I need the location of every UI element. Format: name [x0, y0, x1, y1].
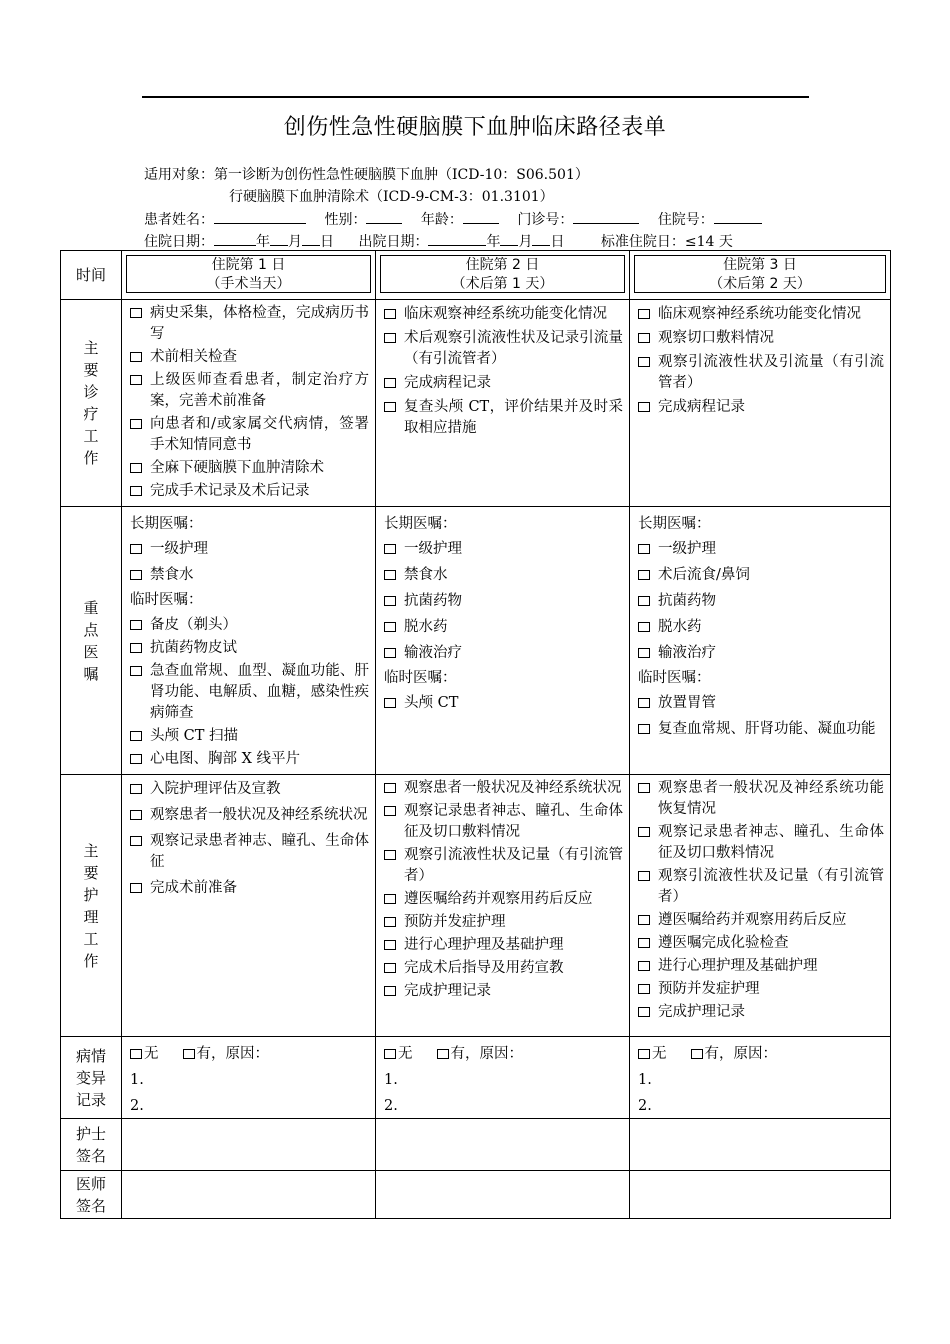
checklist-item: 复查血常规、肝肾功能、凝血功能 — [638, 719, 884, 740]
checkbox[interactable] — [384, 806, 396, 816]
checkbox[interactable] — [130, 308, 142, 318]
doctor-work-row — [61, 300, 891, 507]
sex-field[interactable] — [366, 209, 402, 224]
admit-month-field[interactable] — [270, 231, 288, 246]
checklist-item: 输液治疗 — [638, 643, 884, 664]
checkbox[interactable] — [638, 402, 650, 412]
checklist-item: 脱水药 — [384, 617, 623, 638]
checklist-item: 观察引流液性状及记量（有引流管者） — [384, 845, 623, 887]
temporary-orders-label: 临时医嘱： — [130, 592, 203, 608]
date-info-line: 住院日期： 年 月 日 出院日期： 年 月 日 标准住院日：≤14 天 — [144, 231, 733, 251]
checkbox[interactable] — [384, 309, 396, 319]
checklist-item: 观察记录患者神志、瞳孔、生命体征 — [130, 831, 369, 873]
checklist-item: 复查头颅 CT，评价结果并及时采取相应措施 — [384, 397, 623, 439]
checkbox[interactable] — [384, 894, 396, 904]
checklist-item: 完成手术记录及术后记录 — [130, 481, 369, 502]
checklist-item: 进行心理护理及基础护理 — [384, 935, 623, 956]
checklist-item: 完成术后指导及用药宣教 — [384, 958, 623, 979]
checkbox[interactable] — [384, 544, 396, 554]
checkbox[interactable] — [130, 352, 142, 362]
checkbox[interactable] — [130, 666, 142, 676]
doctor-work-day-1 — [122, 300, 376, 507]
checkbox[interactable] — [638, 827, 650, 837]
checkbox[interactable] — [130, 463, 142, 473]
patient-info-line: 患者姓名： 性别： 年龄： 门诊号： 住院号： — [144, 209, 762, 229]
checkbox[interactable] — [130, 486, 142, 496]
checklist-item: 观察引流液性状及记量（有引流管者） — [638, 866, 884, 908]
checkbox[interactable] — [638, 724, 650, 734]
checkbox[interactable] — [384, 378, 396, 388]
checkbox[interactable] — [130, 570, 142, 580]
checklist-item: 抗菌药物 — [384, 591, 623, 612]
checkbox[interactable] — [130, 544, 142, 554]
long-term-orders-label: 长期医嘱： — [130, 516, 203, 532]
nurse-signature-row — [61, 1119, 891, 1171]
checklist-item: 进行心理护理及基础护理 — [638, 956, 884, 977]
checklist-item: 急查血常规、血型、凝血功能、肝肾功能、电解质、血糖，感染性疾病筛查 — [130, 661, 369, 724]
checkbox[interactable] — [638, 309, 650, 319]
checkbox[interactable] — [384, 963, 396, 973]
checkbox[interactable] — [384, 850, 396, 860]
checkbox[interactable] — [638, 871, 650, 881]
checkbox[interactable] — [638, 622, 650, 632]
doctor-signature-day-3[interactable] — [630, 1171, 891, 1219]
checkbox[interactable] — [638, 698, 650, 708]
no-checkbox[interactable] — [130, 1049, 142, 1059]
checkbox[interactable] — [384, 783, 396, 793]
checkbox[interactable] — [384, 596, 396, 606]
checklist-item: 一级护理 — [638, 539, 884, 560]
variation-day-2: 无 有，原因： 1. 2. — [376, 1037, 630, 1119]
checklist-item: 完成病程记录 — [638, 397, 884, 418]
temporary-orders-label: 临时医嘱： — [638, 670, 711, 686]
checklist-item: 完成护理记录 — [384, 981, 623, 1002]
checklist-item: 一级护理 — [130, 539, 369, 560]
checklist-item: 预防并发症护理 — [384, 912, 623, 933]
nurse-signature-label: 护士 签名 — [61, 1119, 122, 1171]
temporary-orders-label: 临时医嘱： — [384, 670, 457, 686]
clinical-pathway-table — [60, 250, 891, 1219]
checklist-item: 备皮（剃头） — [130, 615, 369, 636]
checkbox[interactable] — [638, 333, 650, 343]
checklist-item: 抗菌药物 — [638, 591, 884, 612]
checkbox[interactable] — [638, 648, 650, 658]
checklist-item: 头颅 CT 扫描 — [130, 726, 369, 747]
checklist-item: 观察患者一般状况及神经系统状况 — [384, 778, 623, 799]
header-row — [61, 251, 891, 300]
checkbox[interactable] — [384, 940, 396, 950]
orders-day-3 — [630, 507, 891, 775]
variation-row — [61, 1037, 891, 1119]
checkbox[interactable] — [638, 783, 650, 793]
checklist-item: 向患者和/或家属交代病情，签署手术知情同意书 — [130, 414, 369, 456]
orders-label: 重 点 医 嘱 — [61, 507, 122, 775]
checkbox[interactable] — [638, 961, 650, 971]
nursing-label: 主 要 护 理 工 作 — [61, 775, 122, 1037]
discharge-day-field[interactable] — [532, 231, 550, 246]
checklist-item: 观察切口敷料情况 — [638, 328, 884, 349]
checkbox[interactable] — [638, 544, 650, 554]
checkbox[interactable] — [130, 419, 142, 429]
yes-checkbox[interactable] — [691, 1049, 703, 1059]
orders-day-2 — [376, 507, 630, 775]
checkbox[interactable] — [130, 620, 142, 630]
checkbox[interactable] — [638, 1007, 650, 1017]
nursing-row — [61, 775, 891, 1037]
checklist-item: 入院护理评估及宣教 — [130, 779, 369, 800]
checkbox[interactable] — [130, 883, 142, 893]
checklist-item: 抗菌药物皮试 — [130, 638, 369, 659]
checklist-item: 放置胃管 — [638, 693, 884, 714]
checklist-item: 上级医师查看患者，制定治疗方案，完善术前准备 — [130, 370, 369, 412]
checkbox[interactable] — [638, 915, 650, 925]
checkbox[interactable] — [384, 622, 396, 632]
checkbox[interactable] — [384, 698, 396, 708]
long-term-orders-label: 长期医嘱： — [638, 516, 711, 532]
checkbox[interactable] — [384, 570, 396, 580]
column-header-day-1: 住院第 1 日 （手术当天） — [122, 251, 376, 300]
yes-checkbox[interactable] — [437, 1049, 449, 1059]
no-checkbox[interactable] — [638, 1049, 650, 1059]
inpatient-number-field[interactable] — [714, 209, 762, 224]
scope-line-2: 行硬脑膜下血肿清除术（ICD-9-CM-3：01.3101） — [229, 189, 554, 205]
checkbox[interactable] — [638, 938, 650, 948]
checklist-item: 心电图、胸部 X 线平片 — [130, 749, 369, 770]
admit-year-field[interactable] — [214, 231, 256, 246]
checklist-item: 完成护理记录 — [638, 1002, 884, 1023]
checklist-item: 预防并发症护理 — [638, 979, 884, 1000]
checkbox[interactable] — [130, 643, 142, 653]
top-rule — [142, 96, 809, 98]
nursing-day-1 — [122, 775, 376, 1037]
checklist-item: 观察记录患者神志、瞳孔、生命体征及切口敷料情况 — [638, 822, 884, 864]
checklist-item: 一级护理 — [384, 539, 623, 560]
nursing-day-3 — [630, 775, 891, 1037]
checklist-item: 观察记录患者神志、瞳孔、生命体征及切口敷料情况 — [384, 801, 623, 843]
checkbox[interactable] — [638, 357, 650, 367]
checklist-item: 禁食水 — [130, 565, 369, 586]
checklist-item: 完成病程记录 — [384, 373, 623, 394]
checklist-item: 观察引流液性状及引流量（有引流管者） — [638, 352, 884, 394]
checklist-item: 病史采集，体格检查，完成病历书写 — [130, 303, 369, 345]
orders-day-1 — [122, 507, 376, 775]
checkbox[interactable] — [384, 648, 396, 658]
column-header-day-3: 住院第 3 日 （术后第 2 天） — [630, 251, 891, 300]
checkbox[interactable] — [384, 333, 396, 343]
checklist-item: 禁食水 — [384, 565, 623, 586]
checkbox[interactable] — [130, 731, 142, 741]
checklist-item: 临床观察神经系统功能变化情况 — [638, 304, 884, 325]
patient-name-field[interactable] — [214, 209, 306, 224]
checklist-item: 术前相关检查 — [130, 347, 369, 368]
nursing-day-2 — [376, 775, 630, 1037]
long-term-orders-label: 长期医嘱： — [384, 516, 457, 532]
outpatient-number-field[interactable] — [573, 209, 639, 224]
checkbox[interactable] — [130, 375, 142, 385]
checkbox[interactable] — [130, 836, 142, 846]
checkbox[interactable] — [638, 596, 650, 606]
orders-row — [61, 507, 891, 775]
doctor-signature-row — [61, 1171, 891, 1219]
nurse-signature-day-1[interactable] — [122, 1119, 376, 1171]
checklist-item: 完成术前准备 — [130, 878, 369, 899]
doctor-work-label: 主 要 诊 疗 工 作 — [61, 300, 122, 507]
checklist-item: 术后流食/鼻饲 — [638, 565, 884, 586]
checkbox[interactable] — [384, 917, 396, 927]
nurse-signature-day-3[interactable] — [630, 1119, 891, 1171]
age-field[interactable] — [463, 209, 499, 224]
discharge-year-field[interactable] — [428, 231, 486, 246]
checkbox[interactable] — [130, 784, 142, 794]
doctor-signature-day-1[interactable] — [122, 1171, 376, 1219]
doctor-work-day-2 — [376, 300, 630, 507]
checklist-item: 头颅 CT — [384, 693, 623, 714]
discharge-month-field[interactable] — [500, 231, 518, 246]
time-label: 时间 — [61, 251, 122, 300]
checkbox[interactable] — [638, 984, 650, 994]
checklist-item: 观察患者一般状况及神经系统功能恢复情况 — [638, 778, 884, 820]
no-checkbox[interactable] — [384, 1049, 396, 1059]
checklist-item: 观察患者一般状况及神经系统状况 — [130, 805, 369, 826]
yes-checkbox[interactable] — [183, 1049, 195, 1059]
checklist-item: 脱水药 — [638, 617, 884, 638]
checklist-item: 遵医嘱给药并观察用药后反应 — [638, 910, 884, 931]
checklist-item: 遵医嘱完成化验检查 — [638, 933, 884, 954]
checklist-item: 术后观察引流液性状及记录引流量（有引流管者） — [384, 328, 623, 370]
checkbox[interactable] — [130, 754, 142, 764]
checklist-item: 输液治疗 — [384, 643, 623, 664]
variation-day-3: 无 有，原因： 1. 2. — [630, 1037, 891, 1119]
doctor-signature-label: 医师 签名 — [61, 1171, 122, 1219]
variation-day-1: 无 有，原因： 1. 2. — [122, 1037, 376, 1119]
page-title: 创伤性急性硬脑膜下血肿临床路径表单 — [283, 115, 667, 140]
checklist-item: 临床观察神经系统功能变化情况 — [384, 304, 623, 325]
doctor-signature-day-2[interactable] — [376, 1171, 630, 1219]
admit-day-field[interactable] — [302, 231, 320, 246]
variation-label: 病情 变异 记录 — [61, 1037, 122, 1119]
nurse-signature-day-2[interactable] — [376, 1119, 630, 1171]
checkbox[interactable] — [638, 570, 650, 580]
checkbox[interactable] — [384, 402, 396, 412]
checkbox[interactable] — [384, 986, 396, 996]
checklist-item: 全麻下硬脑膜下血肿清除术 — [130, 458, 369, 479]
column-header-day-2: 住院第 2 日 （术后第 1 天） — [376, 251, 630, 300]
checklist-item: 遵医嘱给药并观察用药后反应 — [384, 889, 623, 910]
scope-line-1: 适用对象：第一诊断为创伤性急性硬脑膜下血肿（ICD-10：S06.501） — [144, 167, 589, 183]
doctor-work-day-3 — [630, 300, 891, 507]
checkbox[interactable] — [130, 810, 142, 820]
